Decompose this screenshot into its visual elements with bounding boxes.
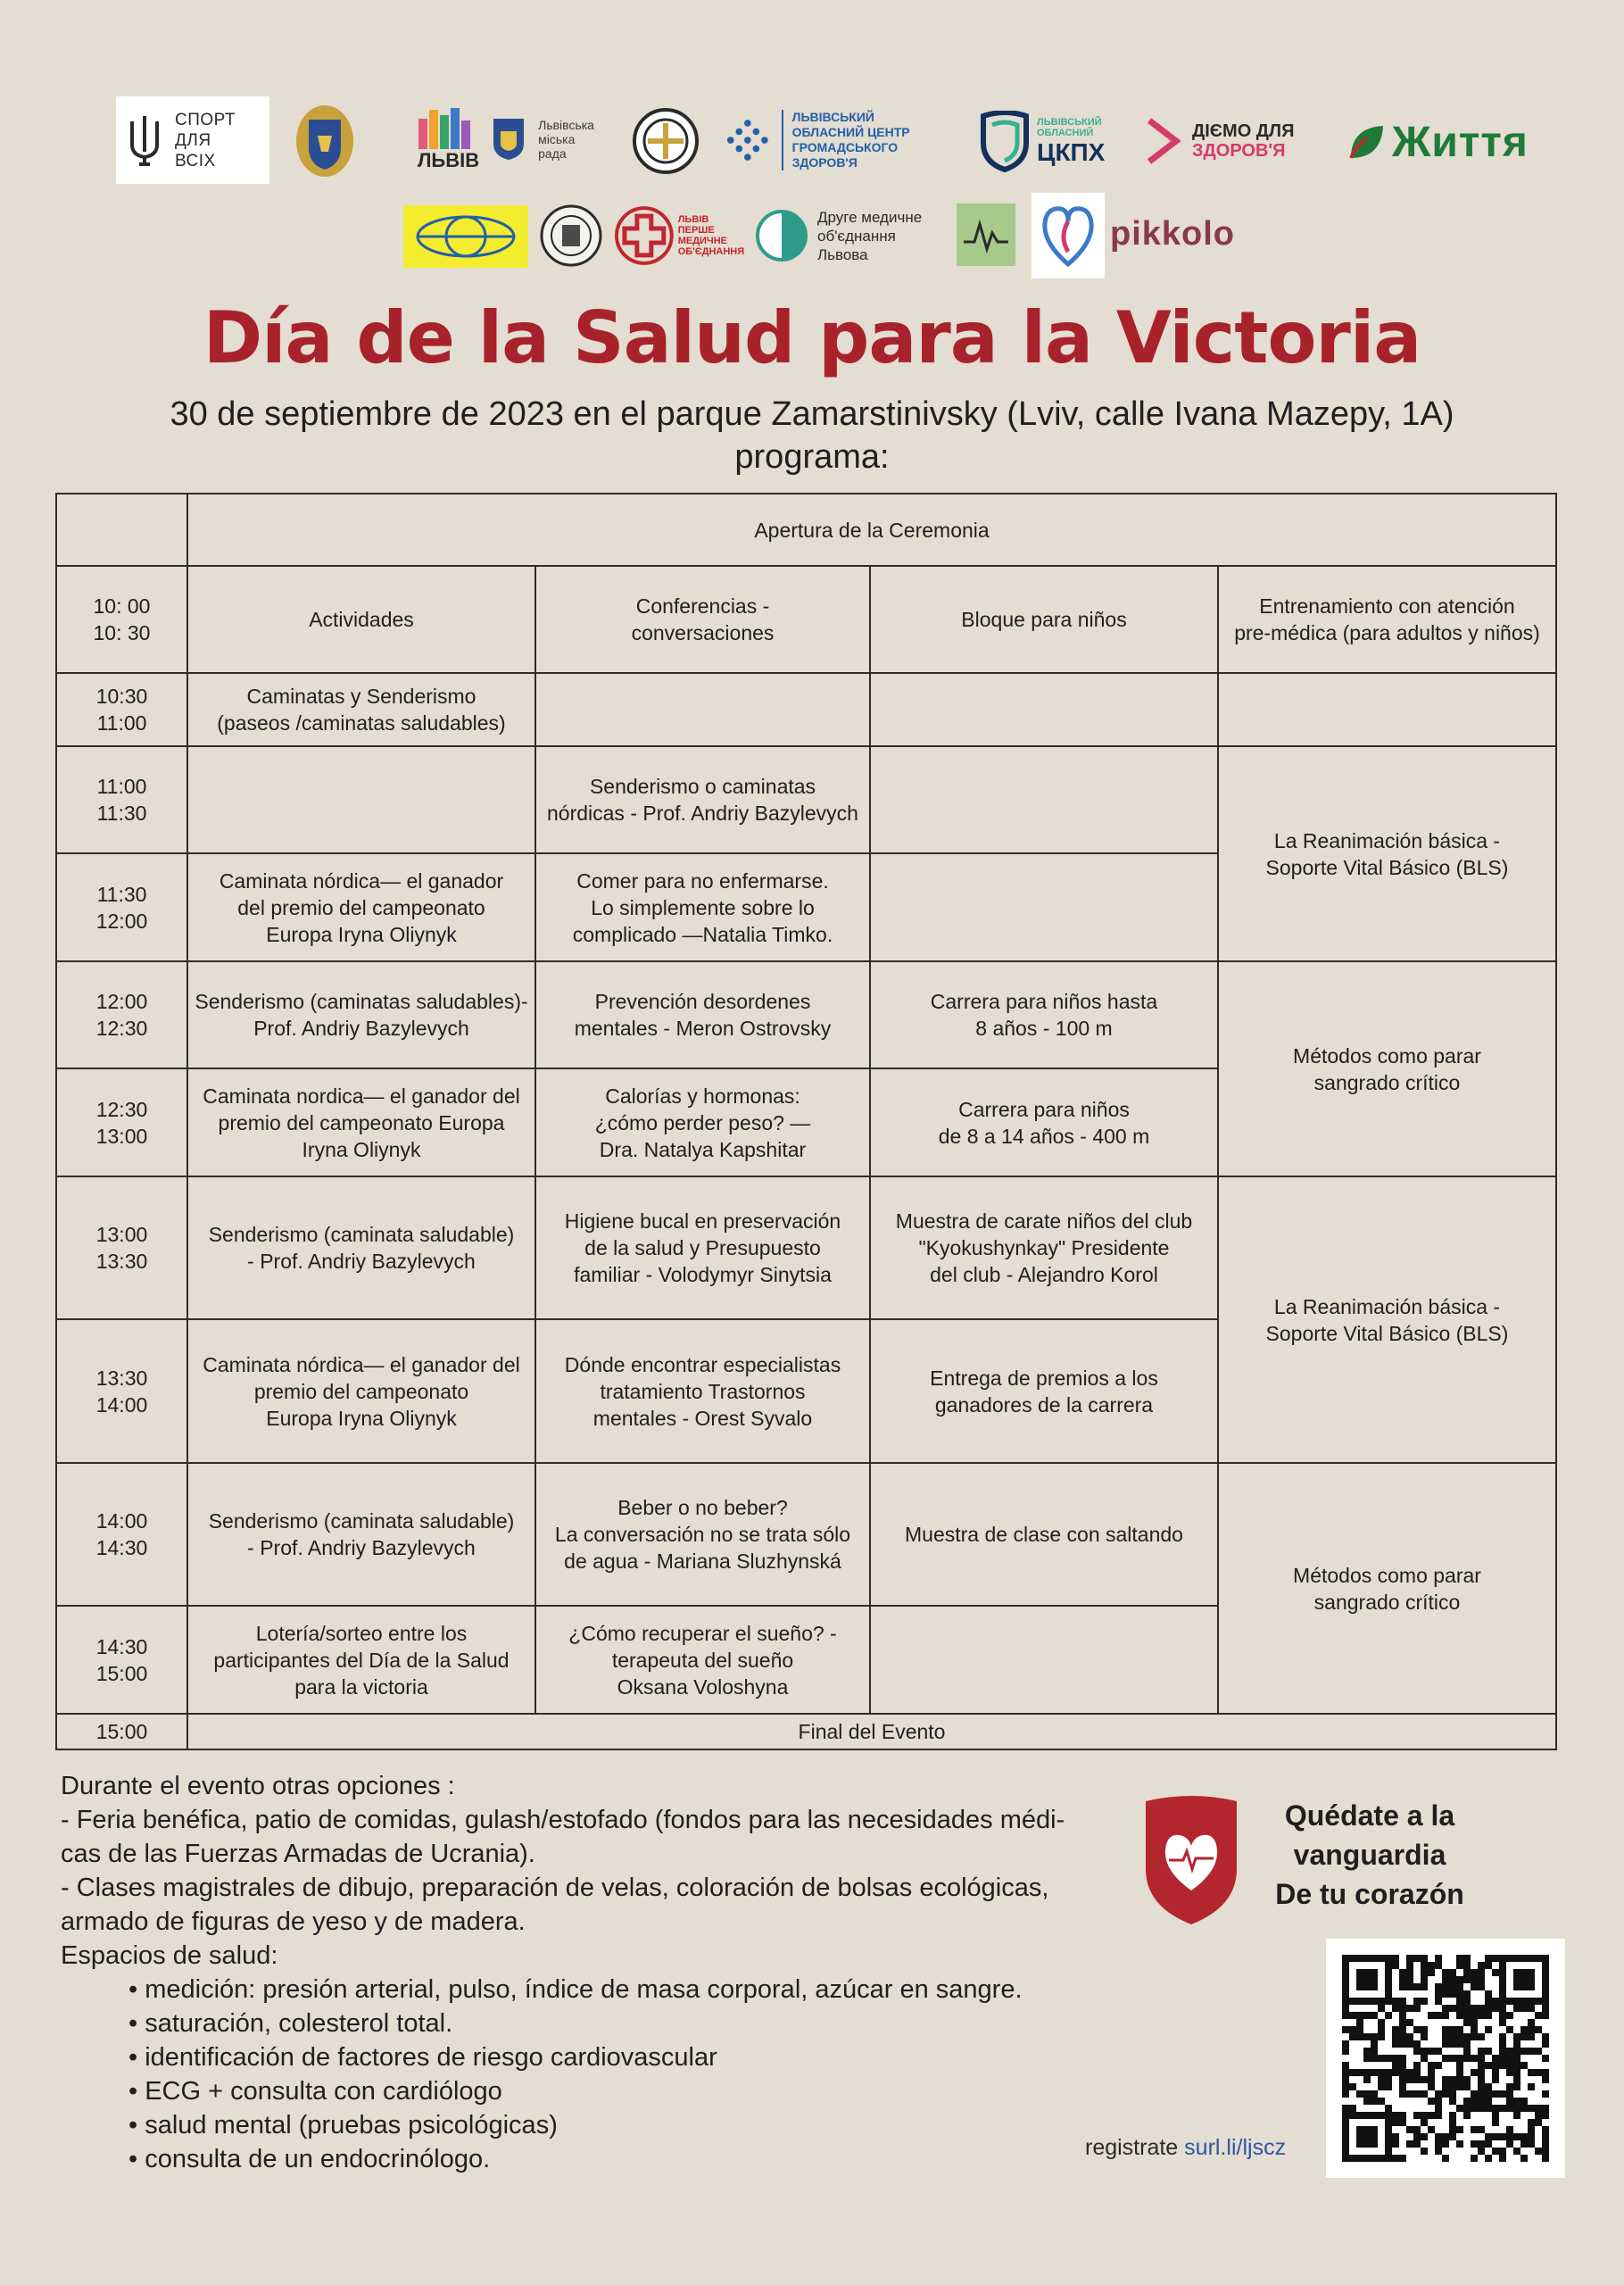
table-row — [56, 1463, 1556, 1606]
training-cell: Métodos como parar sangrado crítico — [1218, 961, 1556, 1176]
activity-cell: Caminata nórdica— el ganador del premio del campeonato Europa Iryna Oliynyk — [187, 1319, 535, 1463]
slogan: Quédate a la vanguardia De tu corazón — [1275, 1799, 1464, 1910]
time-cell: 12:30 13:00 — [56, 1068, 187, 1176]
notes-line: - Feria benéfica, patio de comidas, gulash/estofado (fondos para las necesidades médi- — [61, 1806, 1065, 1834]
column-header-kids: Bloque para niños — [870, 566, 1218, 673]
green-clinic-logo — [957, 204, 1015, 266]
kids-cell: Carrera para niños hasta 8 años - 100 m — [870, 961, 1218, 1068]
table-row — [56, 961, 1556, 1068]
table-row — [56, 494, 1556, 566]
globe-yellow-logo — [403, 205, 528, 268]
talk-cell: Comer para no enfermarse. Lo simplemente sobre lo complicado —Natalia Timko. — [535, 853, 870, 961]
list-item: • medición: presión arterial, pulso, índice de masa corporal, azúcar en sangre. — [128, 1973, 1105, 2007]
talk-cell: Senderismo o caminatas nórdicas - Prof. Andriy Bazylevych — [535, 746, 870, 853]
activity-cell: Senderismo (caminata saludable) - Prof. Andriy Bazylevych — [187, 1463, 535, 1606]
second-medical-union-logo — [755, 202, 951, 270]
schedule-table — [55, 493, 1557, 1750]
event-date-location: 30 de septiembre de 2023 en el parque Zamarstinivsky (Lviv, calle Ivana Mazepy, 1A) — [170, 395, 1454, 433]
university-seal-logo — [539, 204, 603, 268]
activity-cell: Senderismo (caminatas saludables)- Prof. Andriy Bazylevych — [187, 961, 535, 1068]
program-label: programa: — [734, 438, 890, 476]
table-row — [56, 673, 1556, 746]
time-cell: 14:30 15:00 — [56, 1606, 187, 1714]
list-item: • salud mental (pruebas psicológicas) — [128, 2108, 1105, 2142]
lviv-logo-text: ЛЬВІВ — [418, 149, 480, 171]
qr-code-icon — [1326, 1939, 1565, 2178]
training-cell: La Reanimación básica - Soporte Vital Básico (BLS) — [1218, 746, 1556, 961]
time-cell: 14:00 14:30 — [56, 1463, 187, 1606]
time-cell: 11:30 12:00 — [56, 853, 187, 961]
lviv-city-council-logo — [412, 100, 609, 179]
notes-line: - Clases magistrales de dibujo, preparación de velas, coloración de bolsas ecológicas, — [61, 1874, 1049, 1902]
heart-ribbon-logo — [1032, 193, 1105, 278]
seal-icon — [539, 204, 603, 268]
table-row — [56, 1176, 1556, 1319]
talk-cell: Dónde encontrar especialistas tratamiento Trastornos mentales - Orest Syvalo — [535, 1319, 870, 1463]
diemo-logo-text: ДІЄМО ДЛЯ ЗДОРОВ'Я — [1192, 121, 1295, 161]
center-logo-text: ЛЬВІВСЬКИЙ ОБЛАСНИЙ ЦЕНТР ГРОМАДСЬКОГО ЗДОРОВ'Я — [782, 110, 958, 170]
notes-line: cas de las Fuerzas Armadas de Ucrania). — [61, 1840, 535, 1868]
page-title: Día de la Salud para la Victoria — [203, 296, 1421, 379]
column-header-activities: Actividades — [187, 566, 535, 673]
sport-logo-text: СПОРТ ДЛЯ ВСІХ — [175, 110, 236, 170]
list-item: • consulta de un endocrinólogo. — [128, 2142, 1105, 2176]
event-subtitle — [0, 393, 1624, 478]
chevron-right-icon — [1144, 117, 1183, 165]
talk-cell: Beber o no beber? La conversación no se trata sólo de agua - Mariana Sluzhynská — [535, 1463, 870, 1606]
kids-cell: Muestra de clase con saltando — [870, 1463, 1218, 1606]
time-cell: 11:00 11:30 — [56, 746, 187, 853]
ckpx-shield-icon — [980, 111, 1030, 173]
time-cell: 13:30 14:00 — [56, 1319, 187, 1463]
time-cell: 12:00 12:30 — [56, 961, 187, 1068]
kids-cell: Entrega de premios a los ganadores de la carrera — [870, 1319, 1218, 1463]
zhyttia-logo-text: Життя — [1392, 118, 1529, 166]
additional-options — [61, 1769, 1105, 2176]
pulse-line-icon — [962, 215, 1010, 254]
activity-cell: Caminata nórdica— el ganador del premio del campeonato Europa Iryna Oliynyk — [187, 853, 535, 961]
dots-pattern-icon — [726, 118, 769, 162]
table-row — [56, 746, 1556, 853]
table-cell — [56, 494, 187, 566]
training-cell: Métodos como parar sangrado crítico — [1218, 1463, 1556, 1714]
round-emblem-icon — [632, 107, 700, 175]
public-health-center-logo — [726, 109, 958, 171]
leaf-icon — [1347, 122, 1387, 162]
kids-cell — [870, 853, 1218, 961]
table-row — [56, 566, 1556, 673]
globe-icon — [412, 212, 519, 262]
activity-cell: Caminatas y Senderismo (paseos /caminatas saludables) — [187, 673, 535, 746]
kids-cell: Muestra de carate niños del club "Kyokushynkay" Presidente del club - Alejandro Korol — [870, 1176, 1218, 1319]
lviv-towers-icon — [415, 106, 477, 149]
column-header-talks: Conferencias - conversaciones — [535, 566, 870, 673]
trident-icon — [127, 112, 162, 168]
activity-cell: Caminata nordica— el ganador del premio del campeonato Europa Iryna Oliynyk — [187, 1068, 535, 1176]
training-cell — [1218, 673, 1556, 746]
health-spaces-list — [61, 1973, 1105, 2176]
crest-icon — [293, 100, 357, 182]
register-link[interactable] — [1085, 2135, 1286, 2161]
diemo-dlia-zdorovia-logo — [1144, 105, 1322, 177]
pikkolo-logo-text: pikkolo — [1110, 214, 1236, 253]
kids-cell — [870, 1606, 1218, 1714]
pikkolo-logo — [1110, 207, 1271, 261]
lviv-oblast-crest-logo — [293, 100, 357, 182]
talk-cell: ¿Cómo recuperar el sueño? - terapeuta del sueño Oksana Voloshyna — [535, 1606, 870, 1714]
half-circle-icon — [755, 209, 808, 262]
kids-cell — [870, 673, 1218, 746]
heart-outline-icon — [1040, 202, 1097, 270]
time-cell: 10:30 11:00 — [56, 673, 187, 746]
talk-cell: Higiene bucal en preservación de la salud y Presupuesto familiar - Volodymyr Sinytsia — [535, 1176, 870, 1319]
list-item: • identificación de factores de riesgo cardiovascular — [128, 2040, 1105, 2074]
list-item: • ECG + consulta con cardiólogo — [128, 2074, 1105, 2108]
activity-cell: Lotería/sorteo entre los participantes del Día de la Salud para la victoria — [187, 1606, 535, 1714]
sport-for-all-logo — [116, 96, 269, 184]
activity-cell — [187, 746, 535, 853]
activity-cell: Senderismo (caminata saludable) - Prof. Andriy Bazylevych — [187, 1176, 535, 1319]
ceremony-header: Apertura de la Ceremonia — [187, 494, 1556, 566]
registration-qr-code[interactable] — [1326, 1939, 1565, 2178]
list-item: • saturación, colesterol total. — [128, 2007, 1105, 2040]
register-url[interactable]: surl.li/ljscz — [1184, 2135, 1287, 2160]
heart-shield-icon — [1142, 1794, 1240, 1928]
ckpx-logo-text: ЛЬВІВСЬКИЙ ОБЛАСНИЙ ЦКПХ — [1037, 117, 1106, 166]
round-emblem-logo — [632, 107, 700, 175]
table-row — [56, 1714, 1556, 1749]
council-shield-icon — [492, 117, 526, 162]
column-header-training: Entrenamiento con atención pre-médica (para adultos y niños) — [1218, 566, 1556, 673]
talk-cell — [535, 673, 870, 746]
notes-intro: Durante el evento otras opciones : — [61, 1772, 455, 1800]
partner-logos — [0, 0, 1624, 286]
zhyttia-logo — [1347, 111, 1562, 173]
talk-cell: Prevención desordenes mentales - Meron Ostrovsky — [535, 961, 870, 1068]
notes-line: armado de figuras de yeso y de madera. — [61, 1907, 526, 1936]
medical-cross-icon — [614, 205, 675, 266]
health-spaces-title: Espacios de salud: — [61, 1941, 278, 1970]
pershe-logo-text: ЛЬВІВ ПЕРШЕ МЕДИЧНЕ ОБ'ЄДНАННЯ — [677, 214, 745, 257]
kids-cell — [870, 746, 1218, 853]
register-label: registrate — [1085, 2135, 1179, 2160]
final-event-cell: Final del Evento — [187, 1714, 1556, 1749]
kids-cell: Carrera para niños de 8 a 14 años - 400 m — [870, 1068, 1218, 1176]
druhe-logo-text: Друге медичне об'єднання Львова — [817, 208, 923, 263]
time-cell: 10: 00 10: 30 — [56, 566, 187, 673]
first-medical-union-logo — [614, 202, 748, 270]
ckpx-logo — [980, 105, 1123, 179]
talk-cell: Calorías y hormonas: ¿cómo perder peso? — Dra. Natalya Kapshitar — [535, 1068, 870, 1176]
time-cell: 13:00 13:30 — [56, 1176, 187, 1319]
council-logo-text: Львівська міська рада — [538, 118, 594, 161]
training-cell: La Reanimación básica - Soporte Vital Básico (BLS) — [1218, 1176, 1556, 1463]
time-cell: 15:00 — [56, 1714, 187, 1749]
